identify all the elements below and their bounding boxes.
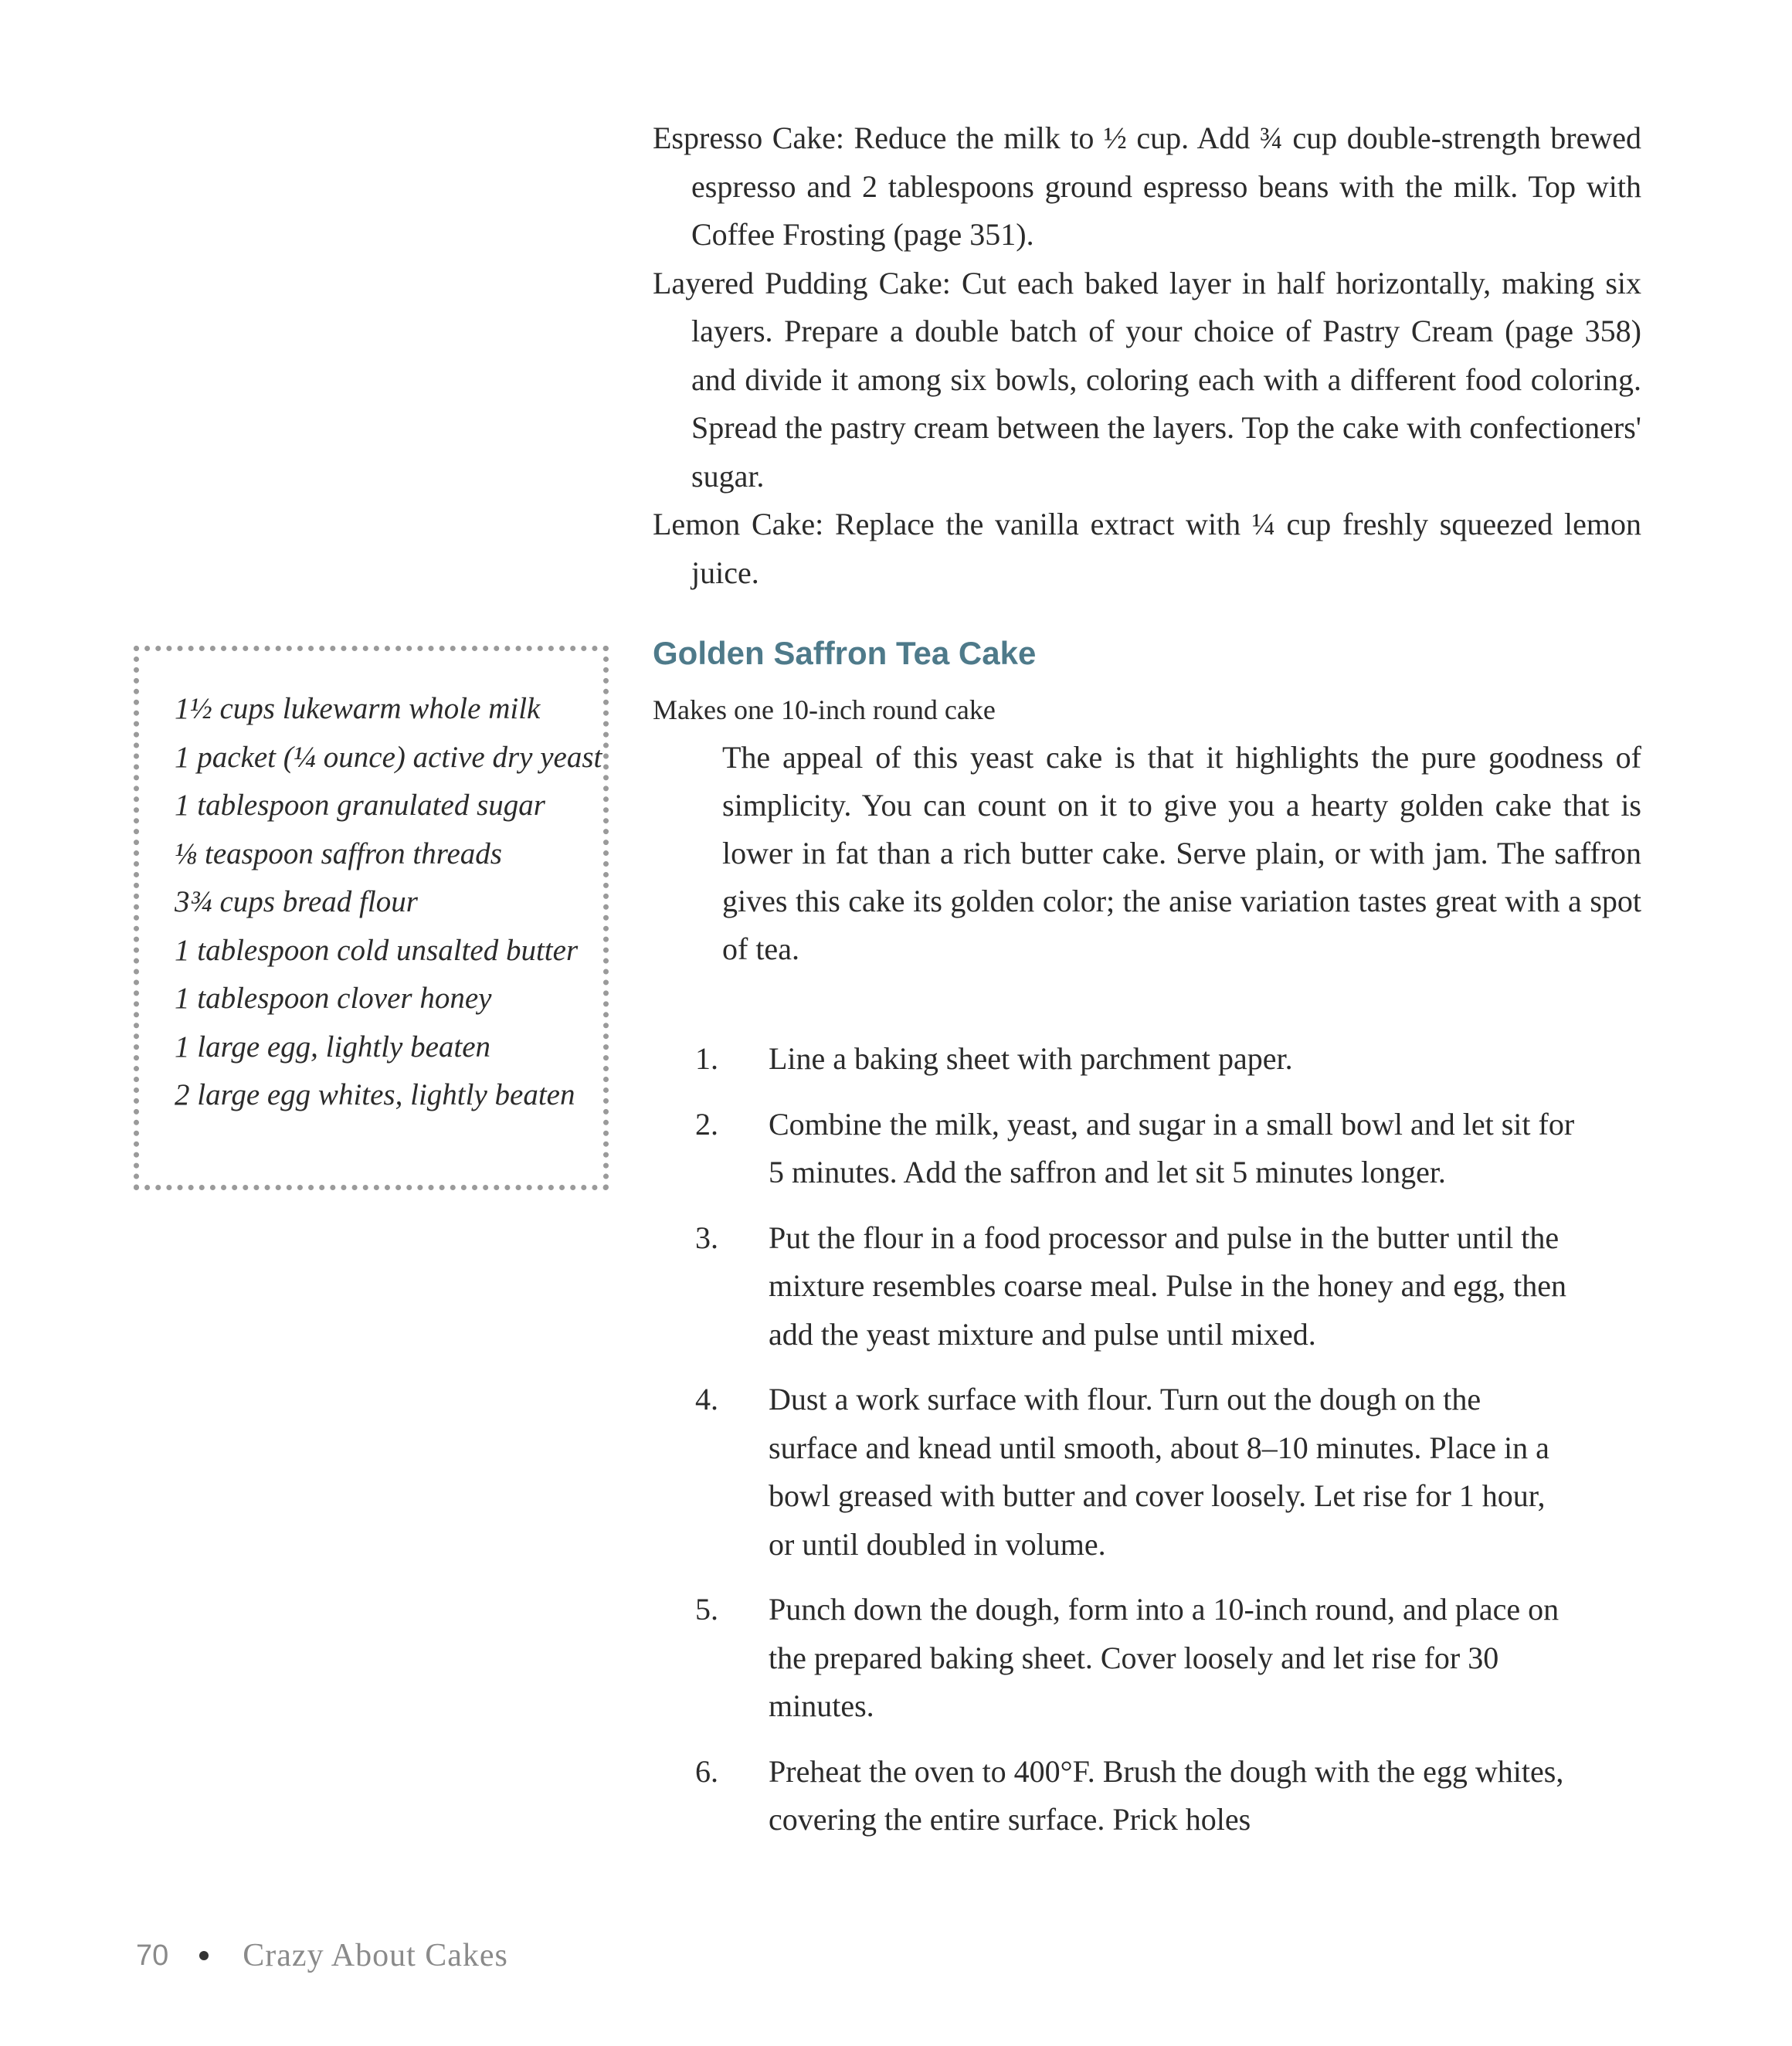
step-number: 1. [695,1041,718,1076]
step-item [695,1748,1576,1844]
variation-lemon: Lemon Cake: Replace the vanilla extract with ¼ cup freshly squeezed lemon juice. [653,507,1641,590]
ingredients-list [175,685,607,1120]
bullet-icon [199,1951,209,1960]
recipe-title: Golden Saffron Tea Cake [653,635,1037,671]
step-number: 4. [695,1382,718,1417]
step-text: Put the flour in a food processor and pulse in the butter until the mixture resembles coarse meal. Pulse in the honey and egg, then add the yeast mixture and pulse until mixed. [769,1220,1567,1352]
step-text: Punch down the dough, form into a 10-inch round, and place on the prepared baking sheet. Cover loosely and let rise for 30 minutes. [769,1592,1560,1723]
recipe-yield: Makes one 10-inch round cake [653,694,996,725]
step-text: Preheat the oven to 400°F. Brush the dough with the egg whites, covering the entire surface. Prick holes [769,1753,1564,1837]
recipe-intro: The appeal of this yeast cake is that it highlights the pure goodness of simplicity. You can count on it to give you a hearty golden cake that is lower in fat than a rich butter cake. Serve plain, or with jam. The saffron gives this cake its golden color; the anise variation tastes great with a spot of tea. [722,740,1641,966]
ingredient-item: 1 tablespoon clover honey [175,982,492,1015]
step-text: Dust a work surface with flour. Turn out the dough on the surface and knead until smooth, about 8–10 minutes. Place in a bowl greased with butter and cover loosely. Let rise for 1 hour, or until doubled in volume. [769,1382,1549,1562]
ingredient-item: 1 large egg, lightly beaten [175,1030,491,1064]
book-title: Crazy About Cakes [243,1938,508,1973]
step-text: Combine the milk, yeast, and sugar in a small bowl and let sit for 5 minutes. Add the saffron and let sit 5 minutes longer. [769,1106,1575,1189]
page-number: 70 [136,1939,169,1972]
step-text: Line a baking sheet with parchment paper. [769,1041,1293,1076]
ingredient-item: ⅛ teaspoon saffron threads [175,836,502,870]
ingredient-item: 1 packet (¼ ounce) active dry yeast [175,740,602,774]
step-item [695,1101,1576,1197]
step-number: 6. [695,1753,718,1789]
steps-list [695,1035,1576,1844]
ingredient-item: 1 tablespoon cold unsalted butter [175,933,579,967]
variation-layered-pudding: Layered Pudding Cake: Cut each baked layer in half horizontally, making six layers. Prepare a double batch of your choice of Pastry Cream (page 358) and divide it among six bowls, coloring each with a different food coloring. Spread the pastry cream between the layers. Top the cake with confectioners' sugar. [653,265,1641,494]
ingredient-item: 3¾ cups bread flour [175,885,418,918]
ingredient-item: 2 large egg whites, lightly beaten [175,1078,575,1111]
step-number: 3. [695,1220,718,1255]
step-item [695,1214,1576,1359]
variation-espresso: Espresso Cake: Reduce the milk to ½ cup. Add ¾ cup double-strength brewed espresso and 2 tablespoons ground espresso beans with the milk. Top with Coffee Frosting (page 351). [653,120,1641,252]
step-number: 2. [695,1106,718,1142]
step-item [695,1035,1576,1084]
variations-section [653,114,1641,597]
step-item [695,1586,1576,1731]
page-footer [136,1937,508,1974]
step-item [695,1376,1576,1569]
step-number: 5. [695,1592,718,1627]
ingredient-item: 1 tablespoon granulated sugar [175,789,545,822]
ingredient-item: 1½ cups lukewarm whole milk [175,692,541,725]
ingredients-box [134,646,609,1190]
